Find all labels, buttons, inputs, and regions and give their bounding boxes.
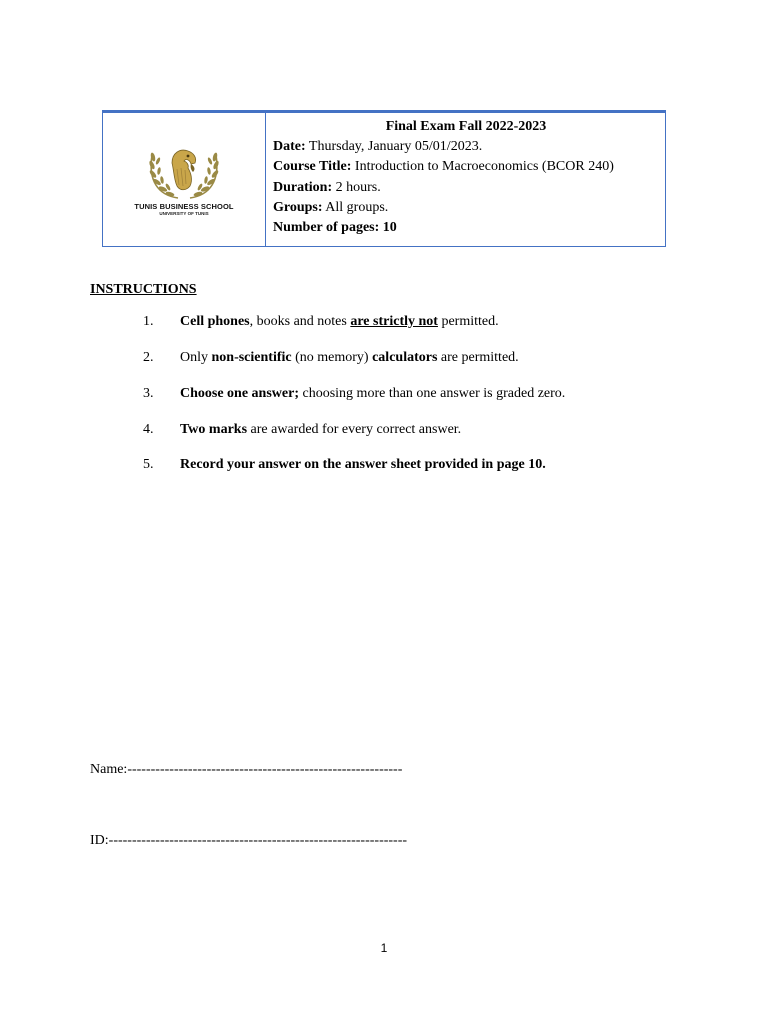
instruction-plain: permitted. [437,314,499,329]
instruction-number: 3. [143,386,154,401]
instruction-plain: (no memory) [291,350,373,365]
logo-cell [103,113,266,246]
instruction-plain: are awarded for every correct answer. [247,422,462,437]
exam-title: Final Exam Fall 2022-2023 [385,119,547,134]
instruction-bold: Cell phones [180,314,250,329]
duration-line [273,178,665,198]
instruction-bold: Choose one answer; [180,386,299,401]
date-line [273,137,665,157]
instruction-plain: choosing more than one answer is graded zero. [299,386,566,401]
instruction-bold: Two marks [180,422,248,437]
instruction-plain: are permitted. [437,350,519,365]
date-value: Thursday, January 05/01/2023. [305,139,483,155]
instruction-text [180,457,546,473]
course-label: Course Title: [273,159,352,175]
course-value: Introduction to Macroeconomics (BCOR 240) [351,159,614,175]
instruction-bold: Record your answer on the answer sheet provided in page 10. [180,457,546,472]
id-field[interactable]: ID:---------------------------------------------------------------- [90,833,408,848]
course-line [273,157,665,177]
school-name: TUNIS BUSINESS SCHOOL [134,202,234,211]
instruction-bold: non-scientific [211,350,292,365]
groups-label: Groups: [273,199,323,215]
instruction-bold-underline: are strictly not [350,314,438,329]
page-number: 1 [380,941,388,955]
eagle-laurel-emblem-icon [144,143,224,201]
pages-line: Number of pages: 10 [273,220,397,236]
instruction-text [180,422,461,438]
exam-info-cell [266,113,665,246]
school-logo [129,143,239,216]
duration-value: 2 hours. [332,179,381,195]
instruction-number: 2. [143,350,154,365]
instruction-number: 4. [143,422,154,437]
university-name: UNIVERSITY OF TUNIS [159,211,209,216]
duration-label: Duration: [273,179,333,195]
name-field[interactable]: Name:----------------------------------------------------------- [90,762,403,777]
instruction-plain: Only [180,350,212,365]
groups-value: All groups. [322,199,389,215]
instruction-text [180,350,519,366]
instruction-text [180,386,565,402]
instruction-text [180,314,499,330]
groups-line [273,198,665,218]
instructions-heading: INSTRUCTIONS [90,282,197,297]
exam-header-table [102,110,666,247]
instruction-bold: calculators [372,350,438,365]
instruction-number: 1. [143,314,154,329]
instruction-number: 5. [143,457,154,472]
instruction-plain: , books and notes [249,314,351,329]
date-label: Date: [273,139,306,155]
